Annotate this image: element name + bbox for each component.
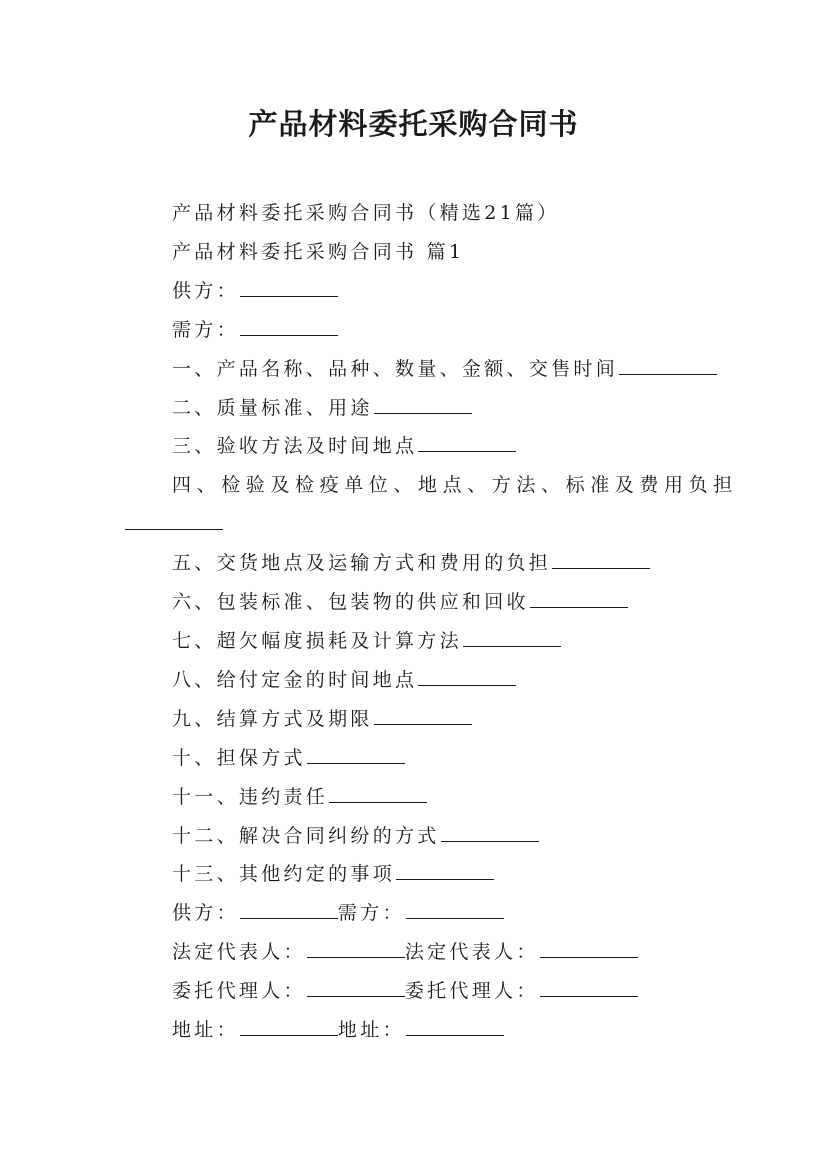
- clause-1-blank: [619, 358, 717, 375]
- buyer-label: 需方：: [172, 318, 239, 341]
- clause-5-text: 五、交货地点及运输方式和费用的负担: [172, 552, 552, 575]
- sig-agent-label-1: 委托代理人：: [172, 980, 306, 1003]
- sig-address-label-1: 地址：: [172, 1019, 239, 1042]
- clause-4-blank: [125, 513, 223, 530]
- clause-11-text: 十一、违约责任: [172, 785, 329, 808]
- sig-legal-rep-blank-2: [540, 941, 638, 958]
- clause-9-blank: [374, 708, 472, 725]
- clause-2: [125, 389, 715, 428]
- supplier-blank: [240, 280, 338, 297]
- sig-agent-blank-1: [307, 980, 405, 997]
- clause-6-blank: [530, 591, 628, 608]
- sig-buyer-blank: [406, 902, 504, 919]
- clause-10-text: 十、担保方式: [172, 746, 306, 769]
- clause-12-text: 十二、解决合同纠纷的方式: [172, 824, 440, 847]
- clause-13: [125, 855, 715, 894]
- clause-3-text: 三、验收方法及时间地点: [172, 435, 418, 458]
- supplier-line: [125, 272, 715, 311]
- document-title: 产品材料委托采购合同书: [248, 107, 579, 141]
- sig-agent-blank-2: [540, 980, 638, 997]
- clause-2-text: 二、质量标准、用途: [172, 396, 373, 419]
- clause-10-blank: [307, 747, 405, 764]
- clause-7: [125, 622, 715, 661]
- document-body: [125, 194, 738, 1050]
- clause-4-continuation: [125, 505, 715, 544]
- clause-5: [125, 544, 715, 583]
- clause-2-blank: [374, 397, 472, 414]
- sig-address-label-2: 地址：: [337, 1019, 405, 1042]
- clause-12: [125, 817, 715, 856]
- sig-supplier-blank: [240, 902, 338, 919]
- section-heading: 产品材料委托采购合同书 篇1: [172, 240, 465, 263]
- sig-address-blank-2: [406, 1019, 504, 1036]
- clause-10: [125, 739, 715, 778]
- signature-parties-line: [125, 894, 715, 933]
- sig-buyer-label: 需方：: [337, 902, 405, 925]
- buyer-line: [125, 311, 715, 350]
- clause-4: [125, 466, 738, 505]
- clause-5-blank: [552, 552, 650, 569]
- signature-agent-line: [125, 972, 715, 1011]
- clause-13-blank: [396, 863, 494, 880]
- sig-agent-label-2: 委托代理人：: [404, 980, 539, 1003]
- signature-legal-rep-line: [125, 933, 715, 972]
- clause-1-text: 一、产品名称、品种、数量、金额、交售时间: [172, 357, 619, 380]
- clause-8-blank: [418, 669, 516, 686]
- clause-8-text: 八、给付定金的时间地点: [172, 668, 418, 691]
- clause-9: [125, 700, 715, 739]
- buyer-blank: [240, 319, 338, 336]
- supplier-label: 供方：: [172, 279, 239, 302]
- clause-7-text: 七、超欠幅度损耗及计算方法: [172, 629, 462, 652]
- clause-3: [125, 427, 715, 466]
- sig-address-blank-1: [240, 1019, 338, 1036]
- clause-3-blank: [418, 435, 516, 452]
- clause-7-blank: [463, 630, 561, 647]
- sig-legal-rep-blank-1: [307, 941, 405, 958]
- signature-address-line: [125, 1011, 715, 1050]
- clause-4-text: 四、检验及检疫单位、地点、方法、标准及费用负担: [172, 474, 738, 497]
- clause-6: [125, 583, 715, 622]
- clause-8: [125, 661, 715, 700]
- clause-1: [125, 350, 715, 389]
- subtitle-line: 产品材料委托采购合同书（精选21篇）: [172, 202, 560, 224]
- clause-11-blank: [329, 786, 427, 803]
- clause-6-text: 六、包装标准、包装物的供应和回收: [172, 591, 529, 614]
- clause-11: [125, 778, 715, 817]
- sig-legal-rep-label-1: 法定代表人：: [172, 941, 306, 964]
- sig-supplier-label: 供方：: [172, 902, 239, 925]
- clause-13-text: 十三、其他约定的事项: [172, 863, 396, 886]
- clause-12-blank: [441, 825, 539, 842]
- sig-legal-rep-label-2: 法定代表人：: [404, 941, 539, 964]
- clause-9-text: 九、结算方式及期限: [172, 707, 373, 730]
